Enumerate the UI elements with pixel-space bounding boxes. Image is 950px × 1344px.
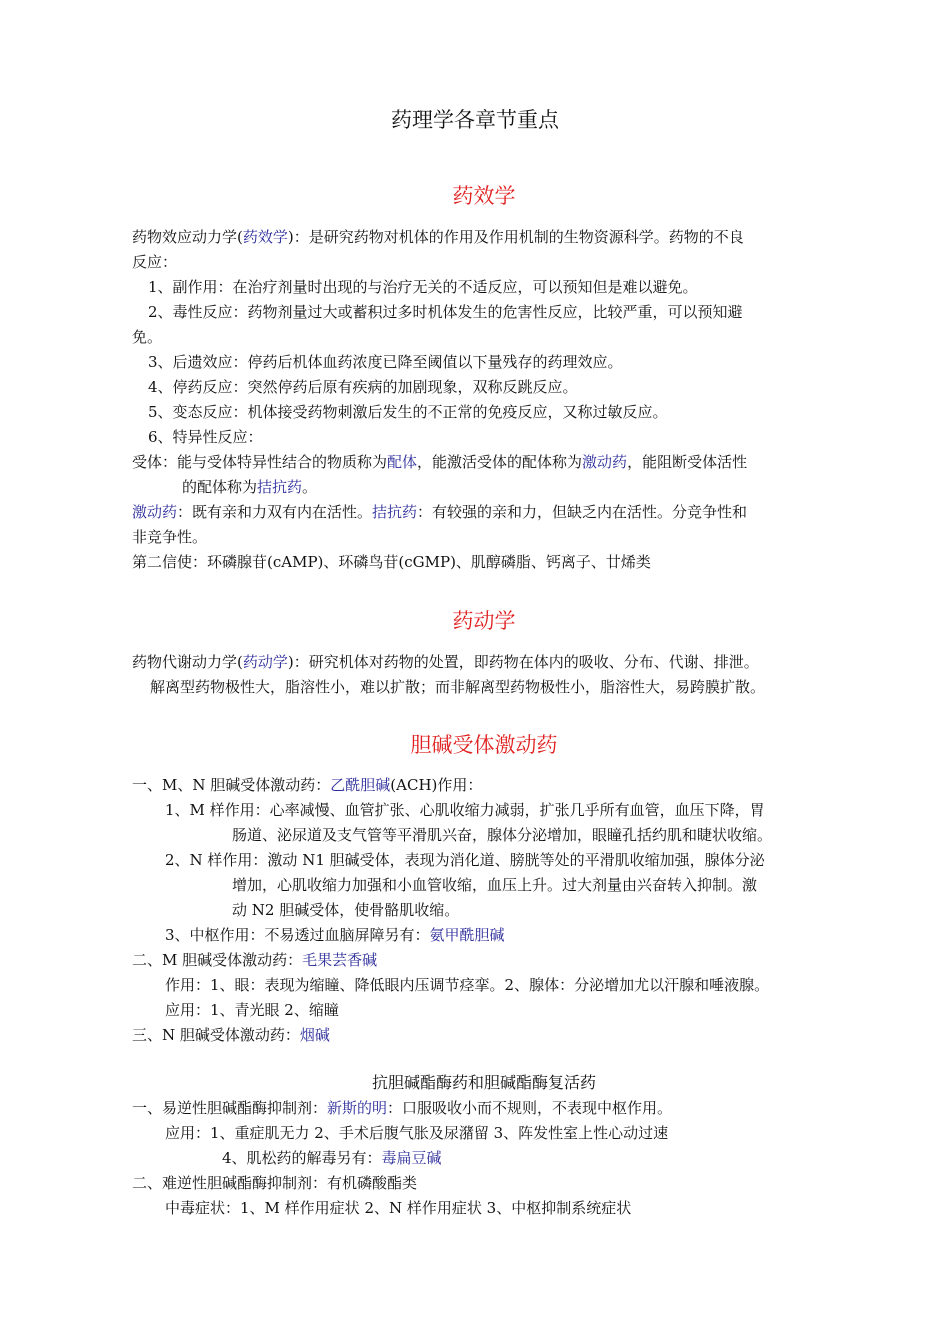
paragraph-line: 作用：1、眼：表现为缩瞳、降低眼内压调节痉挛。2、腺体：分泌增加尤以汗腺和唾液腺。 bbox=[165, 976, 770, 994]
paragraph-line: 二、难逆性胆碱酯酶抑制剂：有机磷酸酯类 bbox=[132, 1174, 418, 1192]
list-item: 3、中枢作用：不易透过血脑屏障另有：氨甲酰胆碱 bbox=[165, 926, 505, 944]
term-highlight: 毛果芸香碱 bbox=[302, 951, 378, 969]
term-highlight: 药动学 bbox=[242, 653, 288, 671]
paragraph-line: 应用：1、重症肌无力 2、手术后腹气胀及尿潴留 3、阵发性室上性心动过速 bbox=[165, 1124, 669, 1142]
paragraph-line: 非竞争性。 bbox=[132, 528, 208, 546]
term-highlight: 拮抗药 bbox=[257, 478, 303, 496]
paragraph-line: 药物代谢动力学(药动学)：研究机体对药物的处置，即药物在体内的吸收、分布、代谢、排泄。 bbox=[132, 653, 759, 671]
paragraph-line: 解离型药物极性大，脂溶性小，难以扩散；而非解离型药物极性小，脂溶性大，易跨膜扩散。 bbox=[150, 678, 766, 696]
paragraph-line: 反应： bbox=[132, 253, 178, 271]
paragraph-line: 药物效应动力学(药效学)：是研究药物对机体的作用及作用机制的生物资源科学。药物的不良 bbox=[132, 228, 744, 246]
paragraph-line: 激动药：既有亲和力双有内在活性。拮抗药：有较强的亲和力，但缺乏内在活性。分竞争性和 bbox=[132, 503, 748, 521]
paragraph-line: 一、易逆性胆碱酯酶抑制剂：新斯的明：口服吸收小而不规则，不表现中枢作用。 bbox=[132, 1099, 673, 1117]
term-highlight: 氨甲酰胆碱 bbox=[429, 926, 505, 944]
term-highlight: 烟碱 bbox=[299, 1026, 330, 1044]
term-highlight: 毒扁豆碱 bbox=[381, 1149, 442, 1167]
term-highlight: 乙酰胆碱 bbox=[330, 776, 391, 794]
list-item: 1、副作用：在治疗剂量时出现的与治疗无关的不适反应，可以预知但是难以避免。 bbox=[148, 278, 698, 296]
list-item: 2、毒性反应：药物剂量过大或蓄积过多时机体发生的危害性反应，比较严重，可以预知避 bbox=[148, 303, 743, 321]
list-item: 6、特异性反应： bbox=[148, 428, 263, 446]
paragraph-line: 应用：1、青光眼 2、缩瞳 bbox=[165, 1001, 339, 1019]
section-heading-cholinergic: 胆碱受体激动药 bbox=[410, 733, 558, 757]
list-item: 4、停药反应：突然停药后原有疾病的加剧现象，双称反跳反应。 bbox=[148, 378, 578, 396]
section-heading-pharmacokinetics: 药动学 bbox=[452, 609, 516, 633]
term-highlight: 拮抗药 bbox=[372, 503, 418, 521]
list-item: 5、变态反应：机体接受药物刺激后发生的不正常的免疫反应，又称过敏反应。 bbox=[148, 403, 668, 421]
paragraph-line: 一、M、N 胆碱受体激动药：乙酰胆碱(ACH)作用： bbox=[132, 776, 483, 794]
paragraph-line: 免。 bbox=[132, 328, 163, 346]
document-title: 药理学各章节重点 bbox=[391, 108, 559, 132]
paragraph-line: 的配体称为拮抗药。 bbox=[182, 478, 318, 496]
term-highlight: 药效学 bbox=[242, 228, 288, 246]
list-item-continuation: 肠道、泌尿道及支气管等平滑肌兴奋，腺体分泌增加，眼瞳孔括约肌和睫状收缩。 bbox=[232, 826, 773, 844]
list-item-continuation: 动 N2 胆碱受体，使骨骼肌收缩。 bbox=[232, 901, 460, 919]
list-item: 1、M 样作用：心率减慢、血管扩张、心肌收缩力减弱，扩张几乎所有血管，血压下降，胃 bbox=[165, 801, 765, 819]
section-heading-pharmacodynamics: 药效学 bbox=[452, 184, 516, 208]
list-item: 4、肌松药的解毒另有：毒扁豆碱 bbox=[222, 1149, 442, 1167]
term-highlight: 配体 bbox=[387, 453, 418, 471]
term-highlight: 激动药 bbox=[582, 453, 628, 471]
list-item: 3、后遗效应：停药后机体血药浓度已降至阈值以下量残存的药理效应。 bbox=[148, 353, 623, 371]
list-item: 2、N 样作用：激动 N1 胆碱受体，表现为消化道、膀胱等处的平滑肌收缩加强，腺体分泌 bbox=[165, 851, 765, 869]
list-item-continuation: 增加，心肌收缩力加强和小血管收缩，血压上升。过大剂量由兴奋转入抑制。激 bbox=[232, 876, 758, 894]
term-highlight: 新斯的明 bbox=[327, 1099, 388, 1117]
term-highlight: 激动药 bbox=[132, 503, 178, 521]
paragraph-line: 三、N 胆碱受体激动药：烟碱 bbox=[132, 1026, 330, 1044]
paragraph-line: 第二信使：环磷腺苷(cAMP)、环磷鸟苷(cGMP)、肌醇磷脂、钙离子、廿烯类 bbox=[132, 553, 651, 571]
paragraph-line: 中毒症状：1、M 样作用症状 2、N 样作用症状 3、中枢抑制系统症状 bbox=[165, 1199, 632, 1217]
section-heading-cholinesterase: 抗胆碱酯酶药和胆碱酯酶复活药 bbox=[371, 1073, 596, 1092]
paragraph-line: 受体：能与受体特异性结合的物质称为配体，能激活受体的配体称为激动药，能阻断受体活性 bbox=[132, 453, 748, 471]
paragraph-line: 二、M 胆碱受体激动药：毛果芸香碱 bbox=[132, 951, 378, 969]
